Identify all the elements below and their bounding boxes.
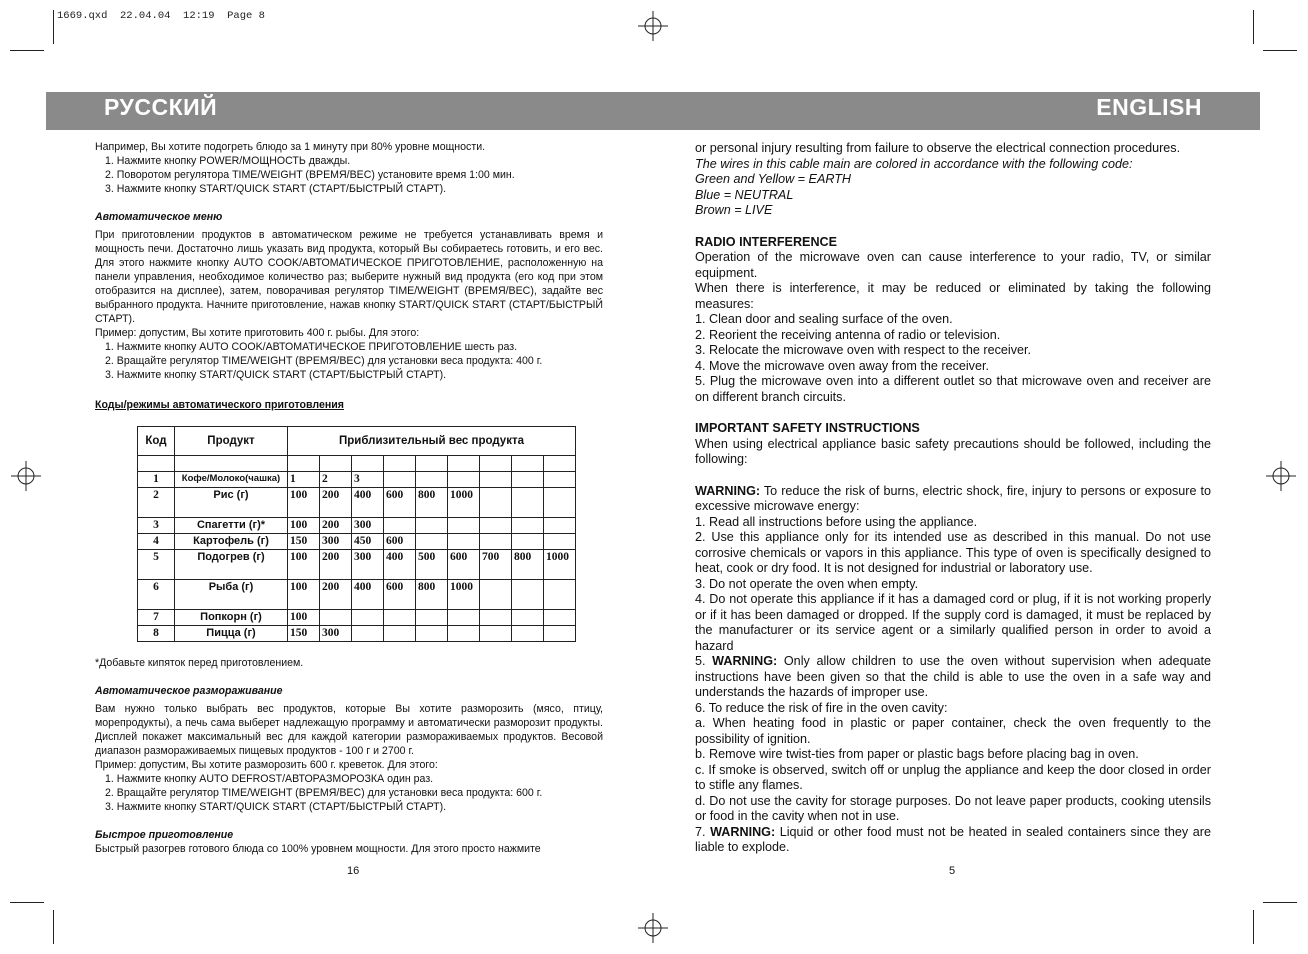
table-cell-weight: 400 <box>352 580 384 610</box>
table-cell-weight: 450 <box>352 534 384 550</box>
table-row <box>138 580 576 610</box>
table-cell-weight: 200 <box>320 488 352 518</box>
safety-item: 1. Read all instructions before using the appliance. <box>695 514 978 529</box>
table-cell-code: 3 <box>138 518 175 534</box>
auto-menu-paragraph: При приготовлении продуктов в автоматическом режиме не требуется устанавливать время и мощность печи. Достаточно лишь указать вид продукта, который Вы собираетесь готовить, и его вес. Для этого нажмите кнопку AUTO COOK/АВТОМАТИЧЕСКОЕ ПРИГОТОВЛЕНИЕ, расположенную на панели управления, необходимое количество раз; выберите нужный вид продукта (его код при этом отобразится на дисплее), затем, поворачивая регулятор TIME/WEIGHT (ВРЕМЯ/ВЕС), задайте вес выбранного продукта. Начните приготовление, нажав кнопку START/QUICK START (СТАРТ/БЫСТРЫЙ СТАРТ). <box>95 229 603 325</box>
intro-paragraph: Например, Вы хотите подогреть блюдо за 1 минуту при 80% уровне мощности. <box>95 141 486 153</box>
table-cell-weight <box>512 580 544 610</box>
table-cell-weight: 300 <box>320 626 352 642</box>
table-cell-product: Рыба (г) <box>175 580 288 610</box>
table-cell-product: Рис (г) <box>175 488 288 518</box>
table-cell-weight <box>512 488 544 518</box>
table-cell-weight <box>480 488 512 518</box>
table-row <box>138 610 576 626</box>
table-spacer-row <box>138 456 576 472</box>
table-cell-product: Спагетти (г)* <box>175 518 288 534</box>
page-number-left: 16 <box>347 865 360 877</box>
table-cell-product: Кофе/Молоко(чашка) <box>175 472 288 488</box>
table-body <box>138 472 576 642</box>
table-cell-code: 1 <box>138 472 175 488</box>
table-cell-weight <box>320 610 352 626</box>
defrost-step: 2. Вращайте регулятор TIME/WEIGHT (ВРЕМЯ/ВЕС) для установки веса продукта: 600 г. <box>105 787 543 799</box>
crop-mark-bottom-left-v <box>53 910 54 944</box>
table-cell-code: 4 <box>138 534 175 550</box>
table-cell-weight <box>544 580 576 610</box>
table-row <box>138 550 576 580</box>
table-cell-weight: 100 <box>288 488 320 518</box>
table-cell-weight <box>544 518 576 534</box>
table-cell-weight <box>416 610 448 626</box>
table-cell-weight <box>544 610 576 626</box>
table-header-weight: Приблизительный вес продукта <box>288 427 576 456</box>
table-header-code: Код <box>138 427 175 456</box>
wire-code: Brown = LIVE <box>695 203 773 217</box>
page-number-right: 5 <box>949 865 956 877</box>
table-cell-weight: 200 <box>320 550 352 580</box>
table-cell-weight <box>480 472 512 488</box>
table-cell-weight: 600 <box>448 550 480 580</box>
table-cell-weight <box>544 488 576 518</box>
auto-cook-codes-table <box>137 426 576 642</box>
registration-mark-left <box>11 461 41 491</box>
table-cell-weight <box>384 518 416 534</box>
wires-intro: The wires in this cable main are colored in accordance with the following code: <box>695 156 1133 171</box>
table-cell-weight <box>448 626 480 642</box>
table-cell-weight: 1000 <box>448 488 480 518</box>
table-row <box>138 488 576 518</box>
warning-label: WARNING: <box>712 654 778 668</box>
table-cell-weight <box>512 626 544 642</box>
radio-heading: RADIO INTERFERENCE <box>695 234 838 249</box>
intro-step: 1. Нажмите кнопку POWER/МОЩНОСТЬ дважды. <box>105 155 351 167</box>
table-cell-weight: 100 <box>288 610 320 626</box>
table-cell-weight: 600 <box>384 488 416 518</box>
radio-item: 3. Relocate the microwave oven with respect to the receiver. <box>695 343 1031 357</box>
auto-menu-step: 1. Нажмите кнопку AUTO COOK/АВТОМАТИЧЕСКОЕ ПРИГОТОВЛЕНИЕ шесть раз. <box>105 341 518 353</box>
wire-code: Green and Yellow = EARTH <box>695 172 851 186</box>
table-cell-weight: 300 <box>352 518 384 534</box>
table-cell-code: 8 <box>138 626 175 642</box>
crop-mark-bottom-left-h <box>10 902 44 903</box>
table-cell-code: 5 <box>138 550 175 580</box>
radio-paragraph: Operation of the microwave oven can cause interference to your radio, TV, or similar equipment. <box>695 250 1211 280</box>
safety-item: 2. Use this appliance only for its intended use as described in this manual. Do not use corrosive chemicals or vapors in this appliance. This type of oven is specifically designed to heat, cook or dry food. It is not designed for industrial or laboratory use. <box>695 530 1211 575</box>
table-cell-weight <box>480 580 512 610</box>
radio-item: 2. Reorient the receiving antenna of radio or television. <box>695 327 1001 342</box>
registration-mark-bottom <box>638 913 668 943</box>
item-number: 5. <box>695 654 713 668</box>
table-row <box>138 534 576 550</box>
table-cell-weight <box>544 626 576 642</box>
safety-item: c. If smoke is observed, switch off or unplug the appliance and keep the door closed in order to stifle any flames. <box>695 762 1211 792</box>
table-cell-weight: 500 <box>416 550 448 580</box>
table-cell-weight <box>480 518 512 534</box>
table-cell-weight <box>384 626 416 642</box>
table-header-product: Продукт <box>175 427 288 456</box>
defrost-step: 3. Нажмите кнопку START/QUICK START (СТАРТ/БЫСТРЫЙ СТАРТ). <box>105 801 447 813</box>
auto-menu-step: 3. Нажмите кнопку START/QUICK START (СТАРТ/БЫСТРЫЙ СТАРТ). <box>105 369 447 381</box>
quick-heading: Быстрое приготовление <box>95 829 234 841</box>
table-cell-weight: 200 <box>320 518 352 534</box>
table-cell-weight <box>416 518 448 534</box>
wire-code: Blue = NEUTRAL <box>695 187 794 202</box>
table-cell-weight: 600 <box>384 580 416 610</box>
table-cell-product: Картофель (г) <box>175 534 288 550</box>
defrost-heading: Автоматическое размораживание <box>95 685 283 697</box>
warning-paragraph <box>695 484 1211 515</box>
table-cell-code: 2 <box>138 488 175 518</box>
safety-item: 3. Do not operate the oven when empty. <box>695 576 919 591</box>
intro-step: 2. Поворотом регулятора TIME/WEIGHT (ВРЕМЯ/ВЕС) установите время 1:00 мин. <box>105 169 515 181</box>
russian-column <box>95 140 603 856</box>
table-cell-product: Пицца (г) <box>175 626 288 642</box>
table-cell-weight <box>416 534 448 550</box>
safety-heading: IMPORTANT SAFETY INSTRUCTIONS <box>695 421 920 435</box>
auto-menu-step: 2. Вращайте регулятор TIME/WEIGHT (ВРЕМЯ/ВЕС) для установки веса продукта: 400 г. <box>105 355 543 367</box>
table-cell-weight <box>448 534 480 550</box>
safety-item: a. When heating food in plastic or paper container, check the oven frequently to the possibility of ignition. <box>695 716 1211 746</box>
table-cell-weight <box>416 472 448 488</box>
table-cell-product: Попкорн (г) <box>175 610 288 626</box>
auto-menu-example: Пример: допустим, Вы хотите приготовить 400 г. рыбы. Для этого: <box>95 327 420 339</box>
crop-mark-top-right-v <box>1253 10 1254 44</box>
table-cell-weight: 800 <box>416 488 448 518</box>
table-cell-weight: 800 <box>512 550 544 580</box>
radio-item: 4. Move the microwave oven away from the receiver. <box>695 358 989 373</box>
defrost-example: Пример: допустим, Вы хотите разморозить 600 г. креветок. Для этого: <box>95 759 438 771</box>
crop-mark-top-left-h <box>10 50 44 51</box>
codes-heading: Коды/режимы автоматического приготовления <box>95 399 344 411</box>
registration-mark-top <box>638 11 668 41</box>
table-cell-weight <box>448 472 480 488</box>
table-cell-weight: 700 <box>480 550 512 580</box>
table-row <box>138 472 576 488</box>
print-slug: 1669.qxd 22.04.04 12:19 Page 8 <box>57 10 265 22</box>
warning-label: WARNING: <box>710 824 776 839</box>
table-cell-weight: 800 <box>416 580 448 610</box>
radio-item: 1. Clean door and sealing surface of the oven. <box>695 312 953 326</box>
table-cell-weight <box>384 610 416 626</box>
table-cell-weight <box>512 610 544 626</box>
table-cell-weight <box>480 626 512 642</box>
table-cell-weight <box>512 534 544 550</box>
item-text: Liquid or other food must not be heated in sealed containers since they are liable to explode. <box>695 824 1211 854</box>
defrost-step: 1. Нажмите кнопку AUTO DEFROST/АВТОРАЗМОРОЗКА один раз. <box>105 773 434 785</box>
table-row <box>138 626 576 642</box>
table-cell-weight: 100 <box>288 518 320 534</box>
safety-item-5 <box>695 654 1211 701</box>
table-cell-weight: 400 <box>352 488 384 518</box>
header-band <box>46 92 1260 130</box>
safety-item: 4. Do not operate this appliance if it has a damaged cord or plug, if it is not working properly or if it has been damaged or dropped. If the supply cord is damaged, it must be replaced by the manufacturer or its service agent or a similarly qualified person in order to avoid a hazard <box>695 592 1211 653</box>
safety-intro: When using electrical appliance basic safety precautions should be followed, including the following: <box>695 436 1211 466</box>
safety-item: 6. To reduce the risk of fire in the oven cavity: <box>695 700 948 715</box>
radio-paragraph: When there is interference, it may be reduced or eliminated by taking the following measures: <box>695 281 1211 311</box>
table-cell-weight <box>416 626 448 642</box>
crop-mark-bottom-right-h <box>1263 902 1297 903</box>
table-cell-weight <box>352 610 384 626</box>
table-cell-code: 6 <box>138 580 175 610</box>
table-cell-weight: 400 <box>384 550 416 580</box>
quick-paragraph: Быстрый разогрев готового блюда со 100% уровнем мощности. Для этого просто нажмите <box>95 843 541 855</box>
safety-item: d. Do not use the cavity for storage purposes. Do not leave paper products, cooking utensils or food in the cavity when not in use. <box>695 793 1211 823</box>
table-cell-weight: 150 <box>288 626 320 642</box>
table-cell-weight: 2 <box>320 472 352 488</box>
english-heading: ENGLISH <box>1096 94 1202 120</box>
table-cell-weight <box>448 518 480 534</box>
table-cell-weight <box>544 534 576 550</box>
item-number: 7. <box>695 824 711 839</box>
russian-heading: РУССКИЙ <box>104 94 218 120</box>
table-row <box>138 518 576 534</box>
table-cell-weight <box>544 472 576 488</box>
table-cell-weight <box>512 472 544 488</box>
intro-step: 3. Нажмите кнопку START/QUICK START (СТАРТ/БЫСТРЫЙ СТАРТ). <box>105 183 447 195</box>
footnote: *Добавьте кипяток перед приготовлением. <box>95 657 304 669</box>
table-header-row <box>138 427 576 456</box>
table-cell-weight: 100 <box>288 580 320 610</box>
table-cell-weight: 1000 <box>544 550 576 580</box>
table-cell-weight <box>512 518 544 534</box>
crop-mark-top-left-v <box>53 10 54 44</box>
radio-item: 5. Plug the microwave oven into a different outlet so that microwave oven and receiver are on different branch circuits. <box>695 374 1211 404</box>
english-column <box>695 141 1211 856</box>
table-cell-weight <box>480 534 512 550</box>
crop-mark-top-right-h <box>1263 50 1297 51</box>
warning-text: To reduce the risk of burns, electric shock, fire, injury to persons or exposure to excessive microwave energy: <box>695 483 1211 513</box>
table-cell-weight: 200 <box>320 580 352 610</box>
warning-label: WARNING: <box>695 483 761 498</box>
defrost-paragraph: Вам нужно только выбрать вес продуктов, которые Вы хотите разморозить (мясо, птицу, морепродукты), а печь сама выберет надлежащую программу и автоматически разморозит продукты. Дисплей покажет максимальный вес для каждой категории размораживаемых продуктов. Весовой диапазон размораживаемых пищевых продуктов - 100 г и 2700 г. <box>95 703 603 757</box>
table-cell-weight: 600 <box>384 534 416 550</box>
table-cell-weight: 300 <box>320 534 352 550</box>
safety-item-7 <box>695 825 1211 856</box>
table-cell-weight: 1000 <box>448 580 480 610</box>
table-cell-weight: 1 <box>288 472 320 488</box>
safety-item: b. Remove wire twist-ties from paper or plastic bags before placing bag in oven. <box>695 747 1139 761</box>
table-cell-weight <box>448 610 480 626</box>
auto-menu-heading: Автоматическое меню <box>95 211 223 223</box>
table-cell-weight <box>384 472 416 488</box>
table-cell-weight: 150 <box>288 534 320 550</box>
item-text: Only allow children to use the oven without supervision when adequate instructions have been given so that the child is able to use the oven in a safe way and understands the hazards of improper use. <box>695 654 1211 699</box>
table-cell-product: Подогрев (г) <box>175 550 288 580</box>
table-cell-weight: 3 <box>352 472 384 488</box>
table-cell-weight: 300 <box>352 550 384 580</box>
table-cell-weight <box>480 610 512 626</box>
table-cell-weight <box>352 626 384 642</box>
table-cell-code: 7 <box>138 610 175 626</box>
registration-mark-right <box>1266 461 1296 491</box>
table-cell-weight: 100 <box>288 550 320 580</box>
continued-paragraph: or personal injury resulting from failure to observe the electrical connection procedures. <box>695 141 1181 155</box>
crop-mark-bottom-right-v <box>1253 910 1254 944</box>
